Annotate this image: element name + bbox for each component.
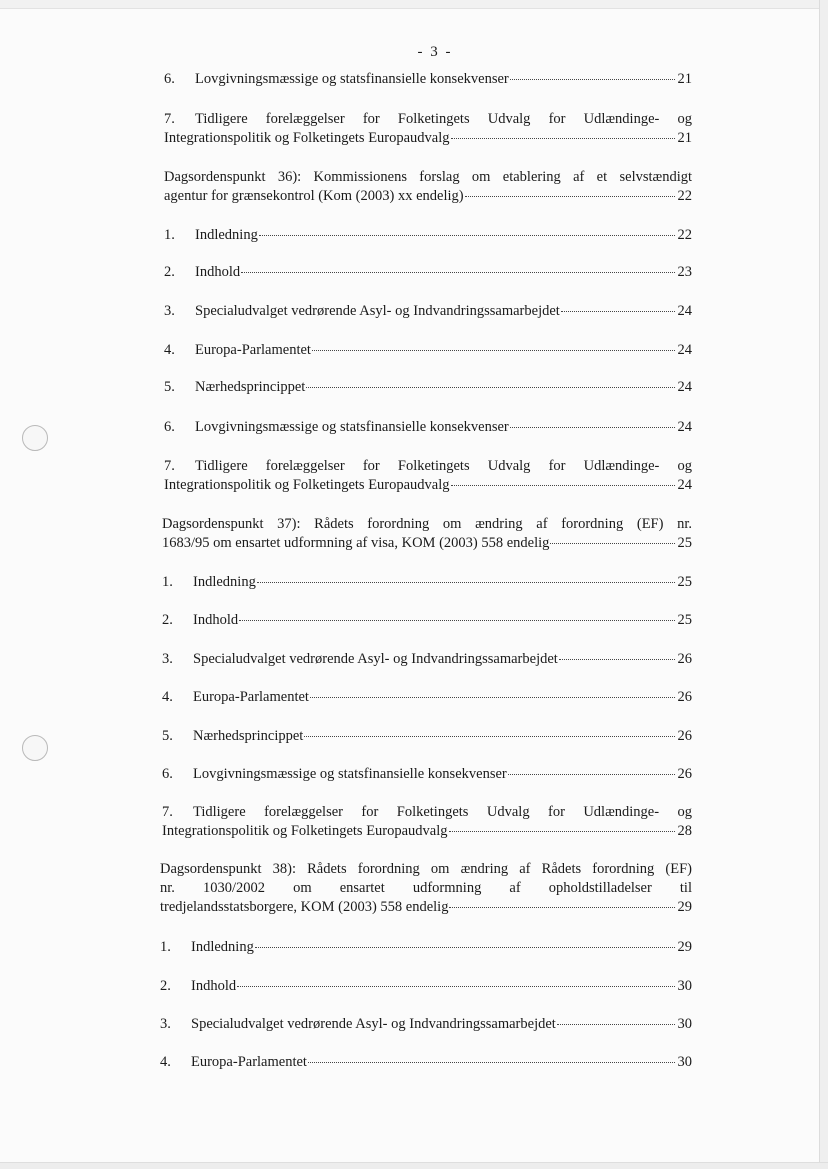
punch-hole-icon [22, 735, 48, 761]
toc-entry [162, 765, 692, 784]
toc-entry-number: 6. [164, 71, 175, 87]
toc-entry-title-cont: Integrationspolitik og Folketingets Europaudvalg [164, 130, 450, 146]
toc-entry-title: Europa-Parlamentet [191, 1054, 307, 1070]
toc-entry-number: 4. [160, 1054, 171, 1070]
toc-entry-page: 21 [677, 71, 692, 87]
toc-entry-title: Indhold [191, 978, 237, 994]
toc-entry [160, 938, 692, 957]
toc-entry-title: Specialudvalget vedrørende Asyl- og Indvandringssamarbejdet [193, 651, 558, 667]
toc-entry-title: Europa-Parlamentet [195, 342, 311, 358]
toc-entry-number: 3. [164, 303, 175, 319]
toc-entry-page: 29 [677, 899, 692, 915]
toc-entry-number: 5. [164, 379, 175, 395]
toc-entry-page: 22 [677, 227, 692, 243]
toc-entry-title: Indhold [193, 612, 239, 628]
toc-entry-page: 22 [677, 188, 692, 204]
toc-entry-title: Tidligere forelæggelser for Folketingets Udvalg for Udlændinge- og [195, 111, 692, 127]
toc-entry-title: Lovgivningsmæssige og statsfinansielle konsekvenser [193, 766, 507, 782]
toc-entry-number: 6. [162, 766, 173, 782]
agenda-item-heading [160, 860, 692, 917]
toc-entry-title: Indhold [195, 264, 241, 280]
toc-entry-page: 26 [677, 728, 692, 744]
toc-entry [164, 378, 692, 397]
agenda-item-heading [162, 515, 692, 553]
toc-entry-number: 6. [164, 419, 175, 435]
toc-entry-page: 24 [677, 303, 692, 319]
toc-entry [162, 573, 692, 592]
toc-entry [164, 226, 692, 245]
toc-entry [164, 70, 692, 89]
toc-entry [160, 1015, 692, 1034]
page-number: - 3 - [417, 44, 453, 60]
toc-entry-number: 5. [162, 728, 173, 744]
toc-entry-page: 29 [677, 939, 692, 955]
toc-entry [164, 457, 692, 495]
toc-entry [162, 688, 692, 707]
agenda-item-title: Dagsordenspunkt 38): Rådets forordning om ændring af Rådets forordning (EF) [160, 861, 692, 877]
toc-entry [164, 110, 692, 148]
toc-entry-number: 2. [162, 612, 173, 628]
toc-entry-title: Indledning [191, 939, 254, 955]
toc-entry-title: Nærhedsprincippet [193, 728, 304, 744]
toc-entry-title: Europa-Parlamentet [193, 689, 309, 705]
toc-entry-number: 7. [164, 111, 175, 127]
toc-entry-page: 28 [677, 823, 692, 839]
toc-entry-title-cont: Integrationspolitik og Folketingets Europaudvalg [164, 477, 450, 493]
toc-entry-page: 24 [677, 477, 692, 493]
toc-entry-page: 26 [677, 651, 692, 667]
toc-entry-page: 26 [677, 766, 692, 782]
toc-entry-number: 1. [160, 939, 171, 955]
toc-entry [160, 1053, 692, 1072]
scan-edge-top [0, 0, 828, 9]
toc-entry-title: Nærhedsprincippet [195, 379, 306, 395]
toc-entry-number: 7. [162, 804, 173, 820]
toc-entry-title: Tidligere forelæggelser for Folketingets Udvalg for Udlændinge- og [193, 804, 692, 820]
toc-entry-title: Lovgivningsmæssige og statsfinansielle konsekvenser [195, 419, 509, 435]
toc-entry-page: 21 [677, 130, 692, 146]
toc-entry-number: 3. [160, 1016, 171, 1032]
scan-edge-right [819, 0, 828, 1169]
toc-entry-page: 30 [677, 1016, 692, 1032]
toc-entry-number: 4. [162, 689, 173, 705]
toc-entry-page: 25 [677, 612, 692, 628]
toc-entry [164, 263, 692, 282]
agenda-item-title-cont: agentur for grænsekontrol (Kom (2003) xx endelig) [164, 188, 464, 204]
toc-entry-page: 30 [677, 978, 692, 994]
toc-entry [164, 302, 692, 321]
toc-entry [162, 803, 692, 841]
toc-entry-page: 25 [677, 574, 692, 590]
toc-entry-page: 25 [677, 535, 692, 551]
toc-entry [162, 611, 692, 630]
toc-entry-page: 26 [677, 689, 692, 705]
toc-entry-number: 7. [164, 458, 175, 474]
toc-entry-number: 1. [164, 227, 175, 243]
toc-entry-page: 24 [677, 342, 692, 358]
toc-entry-title: Indledning [193, 574, 256, 590]
toc-entry-title: Lovgivningsmæssige og statsfinansielle konsekvenser [195, 71, 509, 87]
toc-entry [160, 977, 692, 996]
toc-entry-page: 24 [677, 419, 692, 435]
agenda-item-title-cont: nr. 1030/2002 om ensartet udformning af opholdstilladelser til [160, 880, 692, 896]
toc-entry-title: Specialudvalget vedrørende Asyl- og Indvandringssamarbejdet [195, 303, 560, 319]
toc-entry [164, 341, 692, 360]
toc-entry-page: 24 [677, 379, 692, 395]
toc-entry-number: 4. [164, 342, 175, 358]
agenda-item-title-cont: 1683/95 om ensartet udformning af visa, KOM (2003) 558 endelig [162, 535, 550, 551]
toc-entry-title: Specialudvalget vedrørende Asyl- og Indvandringssamarbejdet [191, 1016, 556, 1032]
toc-entry [162, 727, 692, 746]
toc-entry-page: 30 [677, 1054, 692, 1070]
agenda-item-title-cont: tredjelandsstatsborgere, KOM (2003) 558 endelig [160, 899, 449, 915]
toc-entry [162, 650, 692, 669]
toc-entry-title-cont: Integrationspolitik og Folketingets Europaudvalg [162, 823, 448, 839]
toc-entry-page: 23 [677, 264, 692, 280]
punch-hole-icon [22, 425, 48, 451]
toc-entry-title: Indledning [195, 227, 258, 243]
toc-entry-number: 2. [160, 978, 171, 994]
toc-entry-number: 2. [164, 264, 175, 280]
scan-edge-bottom [0, 1162, 828, 1169]
toc-entry-title: Tidligere forelæggelser for Folketingets Udvalg for Udlændinge- og [195, 458, 692, 474]
agenda-item-title: Dagsordenspunkt 37): Rådets forordning om ændring af forordning (EF) nr. [162, 516, 692, 532]
agenda-item-title: Dagsordenspunkt 36): Kommissionens forslag om etablering af et selvstændigt [164, 169, 692, 185]
toc-entry-number: 3. [162, 651, 173, 667]
toc-entry-number: 1. [162, 574, 173, 590]
agenda-item-heading [164, 168, 692, 206]
toc-entry [164, 418, 692, 437]
